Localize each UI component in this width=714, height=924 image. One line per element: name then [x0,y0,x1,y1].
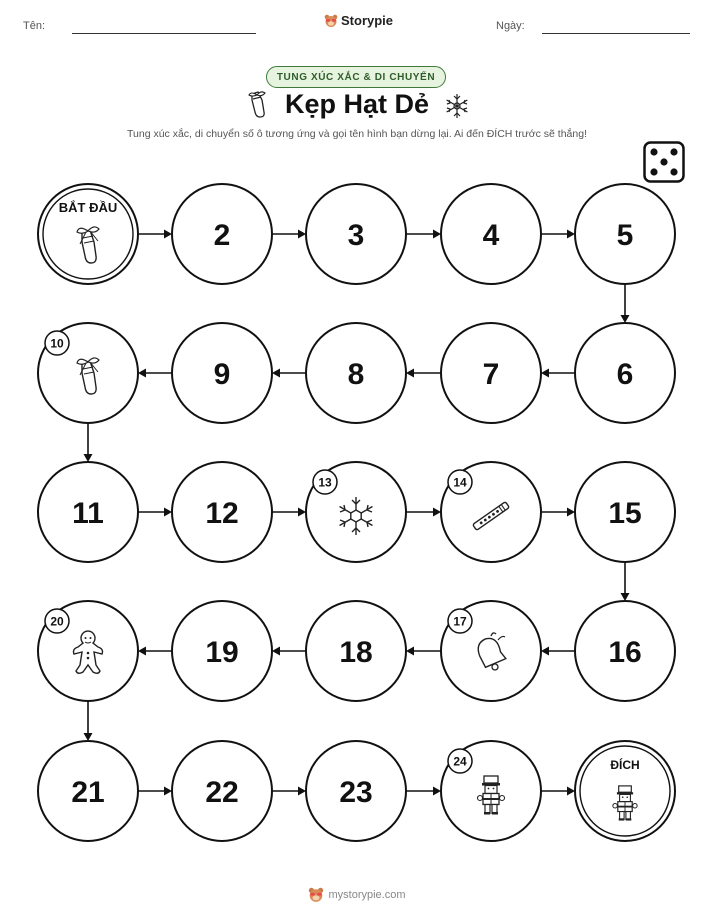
cell-number: 2 [213,219,231,252]
name-label: Tên: [23,20,46,32]
board-cell-5 [575,184,675,284]
cell-number: 20 [50,614,64,629]
path-arrow [406,508,441,517]
path-arrow [406,369,441,378]
path-arrow [138,369,172,378]
board-cell-16 [575,601,675,701]
path-arrow [138,230,172,239]
cell-number: 13 [318,475,332,490]
board-cell-9 [172,323,272,423]
path-arrow [406,647,441,656]
path-arrow [272,508,306,517]
cell-number: 14 [453,475,467,490]
path-arrow [621,284,630,323]
footer [0,887,714,903]
board-cell-8 [306,323,406,423]
cell-number: 9 [213,358,231,391]
board-cells [38,184,675,841]
start-label: BẮT ĐẦU [58,200,118,215]
cell-number: 7 [482,358,500,391]
footer-site: mystorypie.com [328,889,406,901]
cell-number: 22 [205,776,239,809]
finish-label: ĐÍCH [610,758,640,772]
cell-number: 16 [608,636,642,669]
board-cell-11 [38,462,138,562]
board-cell-20 [38,601,138,701]
board-cell-10 [38,323,138,423]
instructions-text: Tung xúc xắc, di chuyển số ô tương ứng và gọi tên hình bạn dừng lại. Ai đến ĐÍCH trước sẽ thắng! [126,128,587,140]
cell-number: 23 [339,776,373,809]
path-arrow [272,647,306,656]
board-cell-21 [38,741,138,841]
board-cell-6 [575,323,675,423]
path-arrow [541,647,575,656]
cell-number: 6 [616,358,634,391]
path-arrow [272,230,306,239]
board-cell-7 [441,323,541,423]
board-cell-23 [306,741,406,841]
board-cell-22 [172,741,272,841]
path-arrow [272,369,306,378]
path-arrow [541,508,575,517]
board-cell-2 [172,184,272,284]
page-title: Kẹp Hạt Dẻ [284,89,430,119]
cell-number: 18 [339,636,373,669]
path-arrow [138,787,172,796]
board-cell-17 [441,601,541,701]
cell-number: 4 [482,219,500,252]
path-arrow [138,508,172,517]
board-cell-3 [306,184,406,284]
activity-badge: TUNG XÚC XẮC & DI CHUYỂN [266,66,446,88]
board-cell-24 [441,741,541,841]
cell-number: 19 [205,636,239,669]
path-arrow [621,562,630,601]
path-arrow [138,647,172,656]
cell-number: 15 [608,497,642,530]
cell-number: 12 [205,497,239,530]
board-cell-12 [172,462,272,562]
cell-number: 5 [616,219,634,252]
path-arrow [541,369,575,378]
path-arrow [84,423,93,462]
cell-number: 3 [347,219,365,252]
board-cell-19 [172,601,272,701]
brand-name: Storypie [341,13,394,28]
board-cell-25 [575,741,675,841]
path-arrow [541,787,575,796]
path-arrow [84,701,93,741]
cell-number: 21 [71,776,105,809]
board-cell-13 [306,462,406,562]
cell-number: 11 [72,497,104,530]
path-arrow [406,787,441,796]
date-label: Ngày: [496,20,525,32]
cell-number: 24 [453,754,467,769]
cell-number: 17 [453,614,467,629]
cell-number: 8 [347,358,365,391]
board-cell-15 [575,462,675,562]
board-cell-14 [441,462,541,562]
board-cell-18 [306,601,406,701]
board-cell-1 [38,184,138,284]
path-arrow [541,230,575,239]
path-arrow [272,787,306,796]
board-cell-4 [441,184,541,284]
path-arrow [406,230,441,239]
cell-number: 10 [50,336,64,351]
bear-logo-icon [308,887,324,903]
